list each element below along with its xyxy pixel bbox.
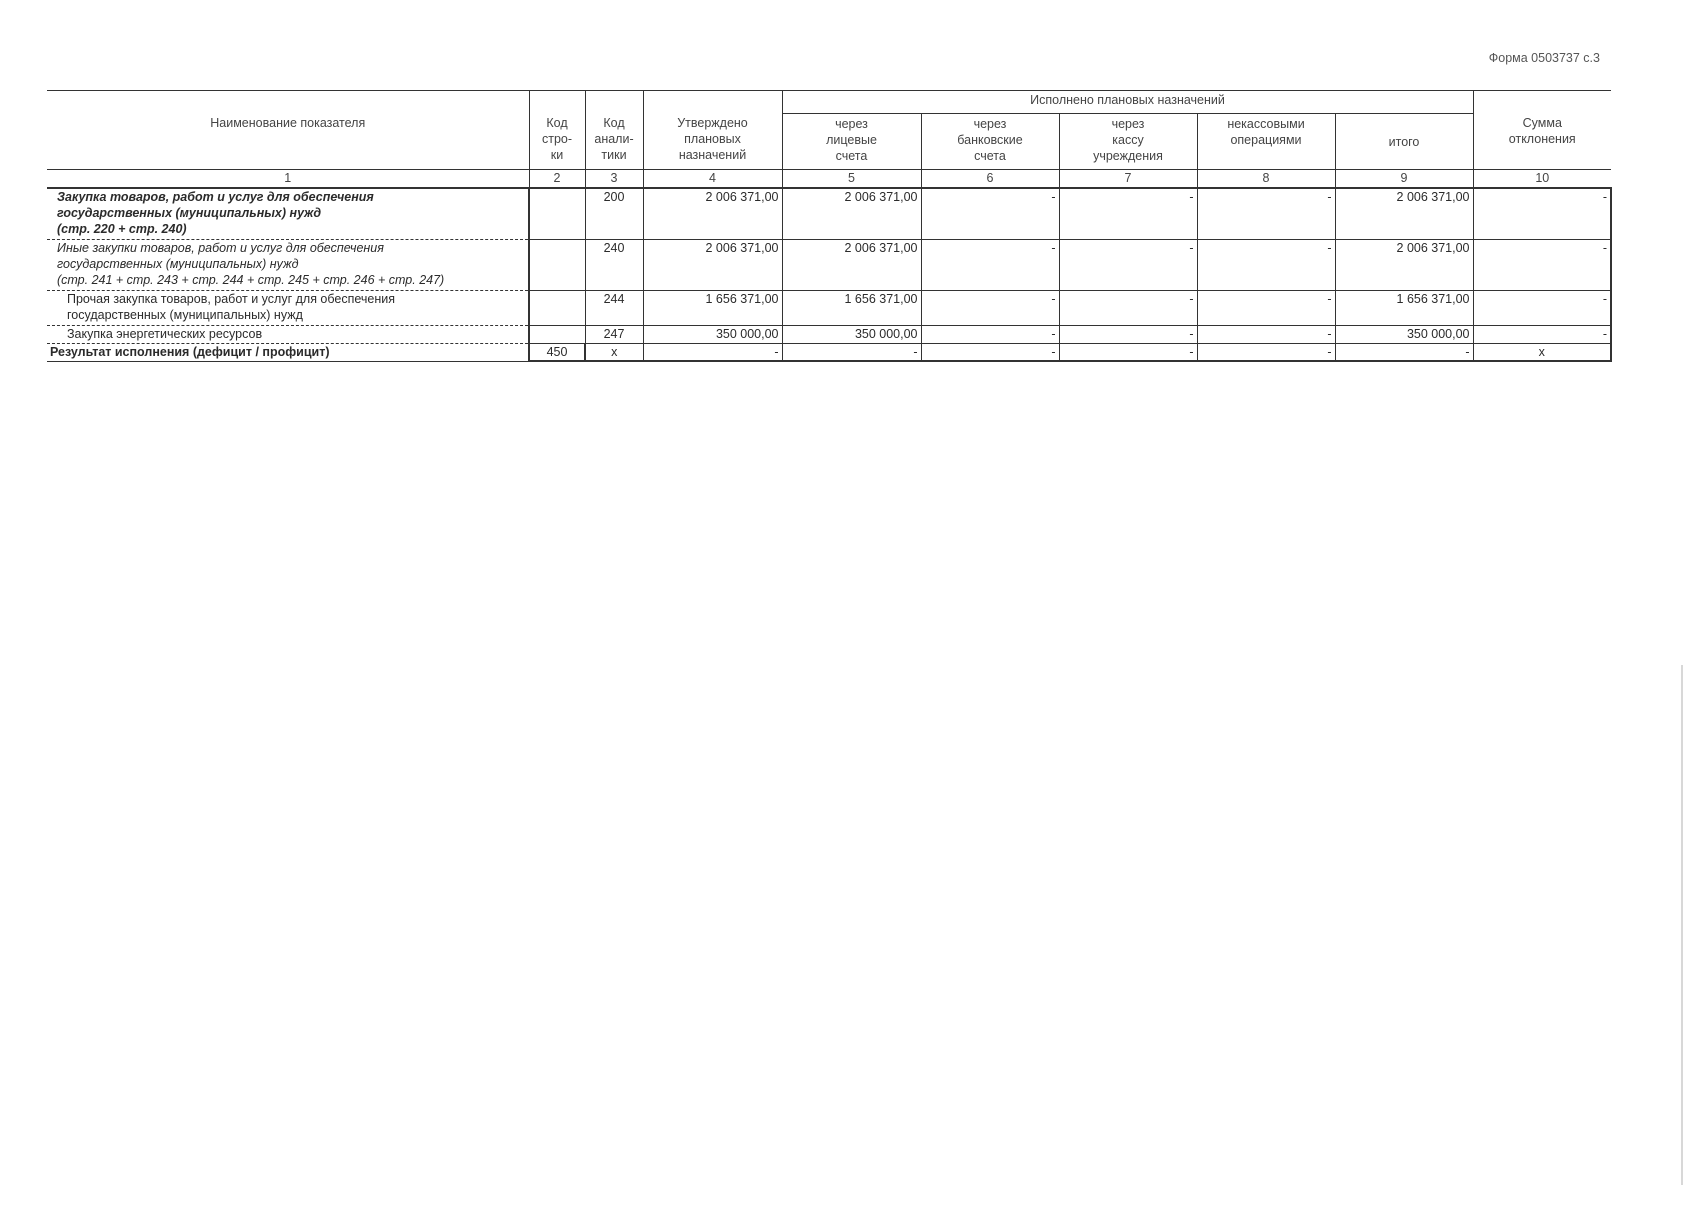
row-approved: 1 656 371,00 <box>643 290 782 325</box>
row-name-l1: Иные закупки товаров, работ и услуг для обеспечения <box>57 240 384 255</box>
table-row <box>47 239 1611 290</box>
column-numbers-row <box>47 170 1611 189</box>
col-num-4: 4 <box>643 170 782 189</box>
col-num-3: 3 <box>585 170 643 189</box>
row-bank-accounts: - <box>921 290 1059 325</box>
row-analytics-code: 247 <box>585 325 643 343</box>
row-personal-accounts: 1 656 371,00 <box>782 290 921 325</box>
header-approved-l2: плановых <box>684 132 741 146</box>
row-name-l2: государственных (муниципальных) нужд <box>67 307 303 322</box>
row-cash-desk: - <box>1059 343 1197 361</box>
row-personal-accounts: 350 000,00 <box>782 325 921 343</box>
header-non-cash-l1: некассовыми <box>1227 117 1305 131</box>
row-analytics-code: 240 <box>585 239 643 290</box>
row-name <box>47 188 529 239</box>
row-analytics-code: 244 <box>585 290 643 325</box>
row-name: Результат исполнения (дефицит / профицит) <box>47 343 529 361</box>
row-personal-accounts: - <box>782 343 921 361</box>
header-bank-accounts-l2: банковские <box>957 133 1023 147</box>
table-row <box>47 343 1611 361</box>
form-label: Форма 0503737 с.3 <box>1488 51 1600 65</box>
header-non-cash <box>1197 114 1335 170</box>
row-bank-accounts: - <box>921 188 1059 239</box>
header-analytics-code-l3: тики <box>601 148 627 162</box>
header-personal-accounts-l3: счета <box>835 149 868 163</box>
header-executed-group: Исполнено плановых назначений <box>782 91 1473 114</box>
row-total: 2 006 371,00 <box>1335 239 1473 290</box>
row-personal-accounts: 2 006 371,00 <box>782 239 921 290</box>
header-total: итого <box>1335 114 1473 170</box>
col-num-7: 7 <box>1059 170 1197 189</box>
header-personal-accounts-l1: через <box>835 117 868 131</box>
header-personal-accounts-l2: лицевые <box>826 133 877 147</box>
row-name <box>47 290 529 325</box>
header-approved-l3: назначений <box>678 148 747 162</box>
header-line-code <box>529 91 585 170</box>
col-num-1: 1 <box>47 170 529 189</box>
header-bank-accounts-l1: через <box>973 117 1007 131</box>
header-approved-l1: Утверждено <box>677 116 748 130</box>
row-deviation: - <box>1473 239 1611 290</box>
col-num-8: 8 <box>1197 170 1335 189</box>
row-approved: 2 006 371,00 <box>643 239 782 290</box>
col-num-9: 9 <box>1335 170 1473 189</box>
header-bank-accounts-l3: счета <box>974 149 1006 163</box>
execution-report-table <box>47 90 1612 362</box>
row-non-cash: - <box>1197 325 1335 343</box>
col-num-2: 2 <box>529 170 585 189</box>
header-cash-desk-l3: учреждения <box>1093 149 1163 163</box>
row-total: - <box>1335 343 1473 361</box>
row-approved: 350 000,00 <box>643 325 782 343</box>
row-non-cash: - <box>1197 188 1335 239</box>
scan-edge-line <box>1681 665 1683 1185</box>
header-personal-accounts <box>782 114 921 170</box>
header-analytics-code-l1: Код <box>603 116 625 130</box>
header-deviation-l1: Сумма <box>1522 116 1562 130</box>
row-bank-accounts: - <box>921 239 1059 290</box>
row-cash-desk: - <box>1059 325 1197 343</box>
row-line-code <box>529 290 585 325</box>
header-cash-desk-l1: через <box>1111 117 1145 131</box>
row-name-l2: государственных (муниципальных) нужд <box>57 256 299 271</box>
row-line-code <box>529 325 585 343</box>
header-cash-desk <box>1059 114 1197 170</box>
table-row <box>47 290 1611 325</box>
header-deviation-l2: отклонения <box>1508 132 1576 146</box>
header-name: Наименование показателя <box>47 91 529 170</box>
header-deviation <box>1473 91 1611 170</box>
header-analytics-code-l2: анали- <box>594 132 634 146</box>
row-bank-accounts: - <box>921 325 1059 343</box>
row-approved: 2 006 371,00 <box>643 188 782 239</box>
row-name-l2: государственных (муниципальных) нужд <box>57 206 322 220</box>
row-line-code: 450 <box>529 343 585 361</box>
row-total: 1 656 371,00 <box>1335 290 1473 325</box>
header-non-cash-l2: операциями <box>1230 133 1302 147</box>
table-row <box>47 325 1611 343</box>
row-total: 2 006 371,00 <box>1335 188 1473 239</box>
row-non-cash: - <box>1197 343 1335 361</box>
row-analytics-code: 200 <box>585 188 643 239</box>
row-line-code <box>529 239 585 290</box>
row-personal-accounts: 2 006 371,00 <box>782 188 921 239</box>
row-total: 350 000,00 <box>1335 325 1473 343</box>
header-approved <box>643 91 782 170</box>
table-row <box>47 188 1611 239</box>
row-bank-accounts: - <box>921 343 1059 361</box>
row-name <box>47 239 529 290</box>
col-num-5: 5 <box>782 170 921 189</box>
header-line-code-l2: стро- <box>541 132 573 146</box>
header-row-1 <box>47 91 1611 114</box>
row-deviation: - <box>1473 290 1611 325</box>
header-line-code-l1: Код <box>546 116 568 130</box>
row-cash-desk: - <box>1059 239 1197 290</box>
row-non-cash: - <box>1197 239 1335 290</box>
row-name-l3: (стр. 220 + стр. 240) <box>57 222 187 236</box>
header-analytics-code <box>585 91 643 170</box>
col-num-10: 10 <box>1473 170 1611 189</box>
row-analytics-code: x <box>585 343 643 361</box>
header-cash-desk-l2: кассу <box>1112 133 1144 147</box>
header-bank-accounts <box>921 114 1059 170</box>
row-line-code <box>529 188 585 239</box>
row-deviation: x <box>1473 343 1611 361</box>
col-num-6: 6 <box>921 170 1059 189</box>
row-name-l3: (стр. 241 + стр. 243 + стр. 244 + стр. 245 + стр. 246 + стр. 247) <box>57 272 445 287</box>
row-name-l1: Прочая закупка товаров, работ и услуг для обеспечения <box>67 291 396 306</box>
row-deviation: - <box>1473 188 1611 239</box>
header-line-code-l3: ки <box>550 148 564 162</box>
row-approved: - <box>643 343 782 361</box>
row-name-l1: Закупка товаров, работ и услуг для обеспечения <box>57 190 374 204</box>
row-deviation: - <box>1473 325 1611 343</box>
row-cash-desk: - <box>1059 188 1197 239</box>
row-cash-desk: - <box>1059 290 1197 325</box>
row-non-cash: - <box>1197 290 1335 325</box>
row-name: Закупка энергетических ресурсов <box>47 325 529 343</box>
